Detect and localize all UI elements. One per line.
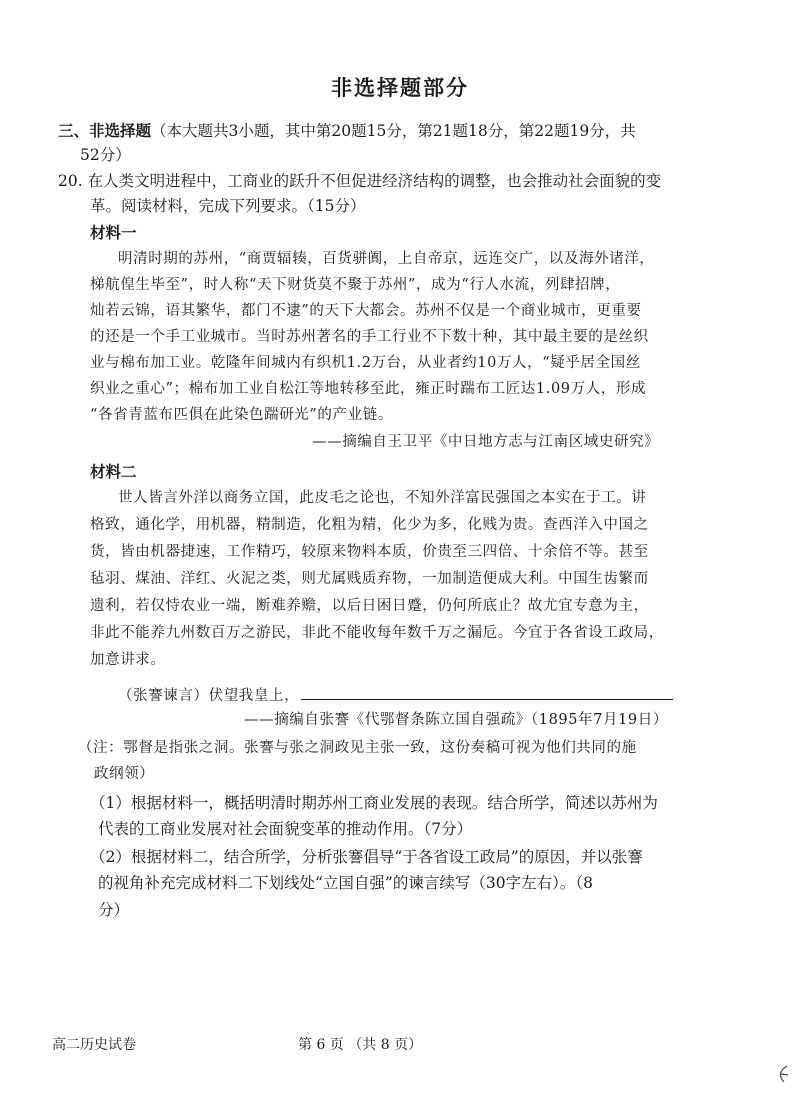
section-label: 三、非选择题 xyxy=(58,122,152,140)
material2-line: 世人皆言外洋以商务立国，此皮毛之论也，不知外洋富民强国之本实在于工。讲 xyxy=(118,490,647,506)
question-2-line3: 分） xyxy=(98,901,130,919)
question-number: 20. xyxy=(58,172,83,190)
page-title: 非选择题部分 xyxy=(331,76,469,100)
material1-line: 的还是一个手工业城市。当时苏州著名的手工行业不下数十种，其中最主要的是丝织 xyxy=(90,329,649,345)
material1-heading: 材料一 xyxy=(90,224,137,242)
pen-mark-icon xyxy=(776,1064,790,1084)
footer-page-number: 第 6 页 （共 8 页） xyxy=(298,1037,423,1053)
question-1-line1: （1）根据材料一，概括明清时期苏州工商业发展的表现。结合所学，简述以苏州为 xyxy=(90,794,658,812)
blank-prefix: （张謇谏言）伏望我皇上， xyxy=(118,688,300,704)
material2-line: 毡羽、煤油、洋红、火泥之类，则尤属贱质弃物，一加制造便成大利。中国生齿繁而 xyxy=(90,571,649,587)
material2-line: 非此不能养九州数百万之游民，非此不能收每年数千万之漏卮。今宜于各省设工政局， xyxy=(90,625,664,641)
section-desc: （本大题共3小题，其中第20题15分，第21题18分，第22题19分，共 xyxy=(151,122,636,140)
question-2-line1: （2）根据材料二，结合所学，分析张謇倡导“于各省设工政局”的原因，并以张謇 xyxy=(90,848,643,866)
footer-subject: 高二历史试卷 xyxy=(52,1037,136,1053)
question-2-line2: 的视角补充完成材料二下划线处“立国自强”的谏言续写（30字左右）。（8 xyxy=(98,874,593,892)
material1-line: 明清时期的苏州，“商贾辐辏，百货骈阗，上自帝京，远连交广，以及海外诸洋， xyxy=(118,251,655,267)
question-20-line1: 20. 在人类文明进程中，工商业的跃升不但促进经济结构的调整，也会推动社会面貌的变 xyxy=(58,172,662,190)
answer-blank[interactable] xyxy=(301,683,673,700)
section-header xyxy=(58,122,636,141)
note-line2: 政纲领） xyxy=(94,766,155,782)
question-1-line2: 代表的工商业发展对社会面貌变革的推动作用。（7分） xyxy=(98,820,473,838)
question-20-line2: 革。阅读材料，完成下列要求。（15分） xyxy=(90,197,366,215)
material2-line: 格致，通化学，用机器，精制造，化粗为精，化少为多，化贱为贵。查西洋入中国之 xyxy=(90,517,649,533)
section-desc-cont: 52分） xyxy=(80,146,131,164)
material2-line: 加意讲求。 xyxy=(90,652,166,668)
material1-line: 业与棉布加工业。乾隆年间城内有织机1.2万台，从业者约10万人，“疑乎居全国丝 xyxy=(90,355,641,371)
material2-blank-line xyxy=(118,683,673,705)
material2-heading: 材料二 xyxy=(90,463,137,481)
material1-source: ——摘编自王卫平《中日地方志与江南区域史研究》 xyxy=(312,434,660,450)
material2-line: 遗利，若仅恃农业一端，断难养赡，以后日困日蹙，仍何所底止？故尤宜专意为主， xyxy=(90,598,649,614)
note-line1: （注：鄂督是指张之洞。张謇与张之洞政见主张一致，这份奏稿可视为他们共同的施 xyxy=(78,740,637,756)
material1-line: “各省青蓝布匹俱在此染色踹研光”的产业链。 xyxy=(90,407,393,423)
material2-source: ——摘编自张謇《代鄂督条陈立国自强疏》（1895年7月19日） xyxy=(244,712,668,728)
material1-line: 梯航偟生毕至”，时人称“天下财货莫不聚于苏州”，成为“行人水流，列肆招牌， xyxy=(90,277,621,293)
material1-line: 灿若云锦，语其繁华，都门不逮”的天下大都会。苏州不仅是一个商业城市，更重要 xyxy=(90,303,642,319)
material1-line: 织业之重心”；棉布加工业自松江等地转移至此，雍正时踹布工匠达1.09万人，形成 xyxy=(90,381,647,397)
material2-line: 货，皆由机器捷速，工作精巧，较原来物料本质，价贵至三四倍、十余倍不等。甚至 xyxy=(90,544,649,560)
